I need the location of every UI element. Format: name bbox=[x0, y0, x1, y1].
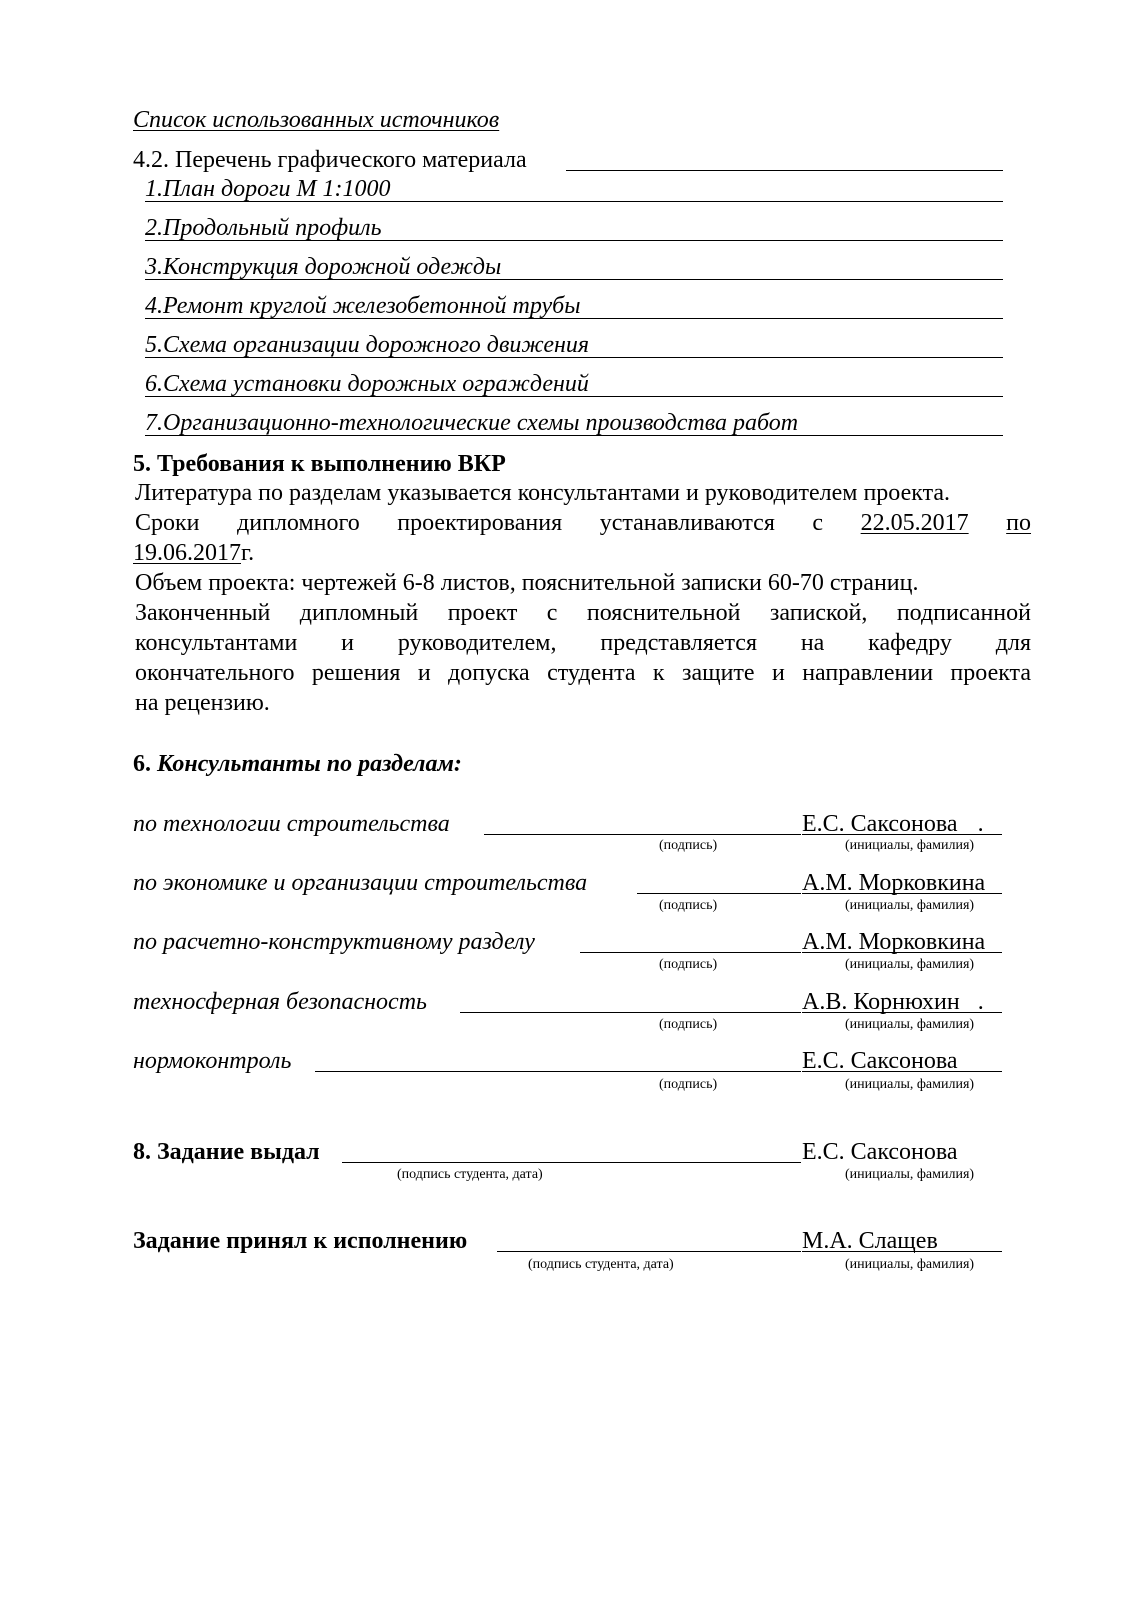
requirements-final-3: окончательного решения и допуска студента к защите и направлении проекта bbox=[135, 660, 1031, 686]
signature-line[interactable] bbox=[315, 1071, 801, 1072]
consultant-label: по экономике и организации строительства bbox=[133, 870, 588, 896]
requirements-final-4: на рецензию. bbox=[135, 690, 270, 716]
graphics-item-7: 7.Организационно-технологические схемы производства работ bbox=[145, 410, 799, 436]
requirements-literature: Литература по разделам указывается консультантами и руководителем проекта. bbox=[135, 480, 951, 506]
graphics-item-6: 6.Схема установки дорожных ограждений bbox=[145, 371, 589, 397]
name-underline bbox=[802, 952, 1002, 953]
consultant-name: А.М. Морковкина bbox=[802, 929, 986, 955]
name-caption: (инициалы, фамилия) bbox=[845, 957, 975, 972]
name-underline bbox=[802, 1071, 1002, 1072]
name-caption: (инициалы, фамилия) bbox=[845, 898, 975, 913]
signature-line[interactable] bbox=[484, 834, 801, 835]
consultant-label: по расчетно-конструктивному разделу bbox=[133, 929, 535, 955]
date-to-word: по bbox=[1006, 510, 1032, 536]
issued-signature-caption: (подпись студента, дата) bbox=[397, 1167, 543, 1182]
consultant-name: Е.С. Саксонова . bbox=[802, 811, 984, 837]
requirements-dates-line bbox=[135, 508, 1031, 538]
graphics-item-5: 5.Схема организации дорожного движения bbox=[145, 332, 590, 358]
issued-name-caption: (инициалы, фамилия) bbox=[845, 1167, 975, 1182]
dates-prefix: Сроки дипломного проектирования устанавливаются с bbox=[135, 510, 824, 536]
requirements-volume: Объем проекта: чертежей 6-8 листов, пояснительной записки 60-70 страниц. bbox=[135, 570, 919, 596]
date-to: 19.06.2017 bbox=[133, 540, 241, 566]
consultant-label: техносферная безопасность bbox=[133, 989, 427, 1015]
consultant-label: по технологии строительства bbox=[133, 811, 450, 837]
signature-caption: (подпись) bbox=[659, 838, 718, 853]
name-underline bbox=[802, 1012, 1002, 1013]
name-caption: (инициалы, фамилия) bbox=[845, 1077, 975, 1092]
consultants-num: 6. bbox=[133, 751, 151, 777]
signature-line[interactable] bbox=[637, 893, 801, 894]
requirements-dates-line-2 bbox=[133, 539, 254, 567]
signature-caption: (подпись) bbox=[659, 1017, 718, 1032]
consultant-label: нормоконтроль bbox=[133, 1048, 292, 1074]
signature-line[interactable] bbox=[580, 952, 801, 953]
graphics-item-3: 3.Конструкция дорожной одежды bbox=[145, 254, 502, 280]
consultant-name: Е.С. Саксонова bbox=[802, 1048, 958, 1074]
graphics-item-rule bbox=[145, 396, 1003, 397]
graphics-item-4: 4.Ремонт круглой железобетонной трубы bbox=[145, 293, 581, 319]
name-underline bbox=[802, 834, 1002, 835]
graphics-heading-rule bbox=[566, 170, 1003, 171]
graphics-item-1: 1.План дороги М 1:1000 bbox=[145, 176, 391, 202]
consultant-name: А.М. Морковкина bbox=[802, 870, 986, 896]
consultants-heading bbox=[133, 750, 462, 778]
signature-caption: (подпись) bbox=[659, 898, 718, 913]
graphics-item-rule bbox=[145, 279, 1003, 280]
requirements-final-1: Законченный дипломный проект с пояснительной запиской, подписанной bbox=[135, 600, 1031, 626]
accepted-signature-line[interactable] bbox=[497, 1251, 801, 1252]
name-underline bbox=[802, 1251, 1002, 1252]
issued-label: 8. Задание выдал bbox=[133, 1139, 320, 1165]
name-underline bbox=[802, 893, 1002, 894]
signature-line[interactable] bbox=[460, 1012, 801, 1013]
signature-caption: (подпись) bbox=[659, 1077, 718, 1092]
consultant-name: А.В. Корнюхин . bbox=[802, 989, 984, 1015]
graphics-item-2: 2.Продольный профиль bbox=[145, 215, 382, 241]
issued-signature-line[interactable] bbox=[342, 1162, 801, 1163]
name-caption: (инициалы, фамилия) bbox=[845, 1017, 975, 1032]
requirements-final-2: консультантами и руководителем, представляется на кафедру для bbox=[135, 630, 1031, 656]
date-suffix: г. bbox=[241, 540, 255, 566]
accepted-signature-caption: (подпись студента, дата) bbox=[528, 1257, 674, 1272]
accepted-label: Задание принял к исполнению bbox=[133, 1228, 468, 1254]
graphics-item-rule bbox=[145, 357, 1003, 358]
graphics-item-rule bbox=[145, 318, 1003, 319]
accepted-name-caption: (инициалы, фамилия) bbox=[845, 1257, 975, 1272]
graphics-item-rule bbox=[145, 201, 1003, 202]
name-caption: (инициалы, фамилия) bbox=[845, 838, 975, 853]
graphics-heading: 4.2. Перечень графического материала bbox=[133, 147, 527, 173]
graphics-item-rule bbox=[145, 435, 1003, 436]
signature-caption: (подпись) bbox=[659, 957, 718, 972]
date-from: 22.05.2017 bbox=[860, 510, 969, 536]
requirements-heading: 5. Требования к выполнению ВКР bbox=[133, 451, 506, 477]
sources-heading: Список использованных источников bbox=[133, 107, 500, 133]
graphics-item-rule bbox=[145, 240, 1003, 241]
accepted-name: М.А. Слащев bbox=[802, 1228, 938, 1254]
issued-name: Е.С. Саксонова bbox=[802, 1139, 958, 1165]
consultants-title: Консультанты по разделам: bbox=[157, 751, 462, 777]
